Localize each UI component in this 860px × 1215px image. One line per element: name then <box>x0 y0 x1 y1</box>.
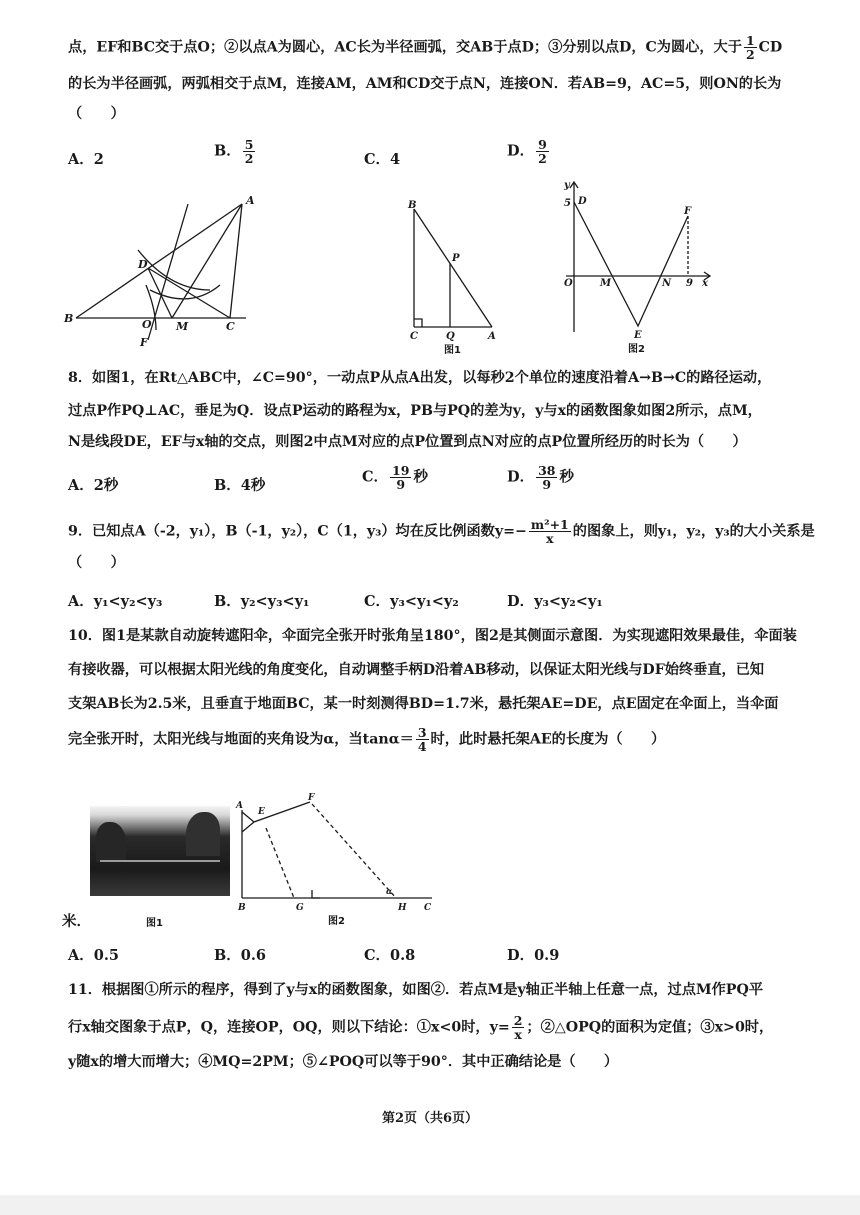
q10-line-4: 完全张开时，太阳光线与地面的夹角设为α，当tanα＝ $\frac{3}{4}$ 时，此时悬托架AE的长度为（ ） <box>68 725 666 754</box>
svg-text:x: x <box>702 278 708 289</box>
q7-line-2: 的长为半径画弧，两弧相交于点M，连接AM，AM和CD交于点N，连接ON．若AB=9，AC=5，则ON的长为 <box>68 76 782 92</box>
q7-option-b: B． $\frac{5}{2}$ <box>214 137 254 166</box>
svg-text:A: A <box>488 331 496 342</box>
svg-text:B: B <box>408 200 417 211</box>
q9-option-a: A．y₁<y₂<y₃ <box>68 593 163 610</box>
q10-support-de <box>242 822 254 832</box>
q10-line-1: 10．图1是某款自动旋转遮阳伞，伞面完全张开时张角呈180°，图2是其侧面示意图．为实现遮阳效果最佳，伞面装 <box>68 628 797 644</box>
q10-line-3: 支架AB长为2.5米，且垂直于地面BC，某一时刻测得BD=1.7米，悬托架AE=DE，点E固定在伞面上，当伞面 <box>68 696 779 712</box>
q8-figure-2-graph <box>552 172 722 360</box>
q7-label-f: F <box>140 336 148 349</box>
q10-support-ae <box>242 812 254 822</box>
q7-label-m: M <box>176 320 189 333</box>
q9-option-b: B．y₂<y₃<y₁ <box>214 593 310 610</box>
q7-fraction: $\frac{1}{2}$ <box>745 33 755 62</box>
svg-text:C: C <box>410 331 418 342</box>
page-footer: 第2页（共6页） <box>381 1111 479 1126</box>
svg-text:E: E <box>258 807 265 817</box>
q8-option-b: B．4秒 <box>214 477 266 494</box>
q11-line-2: 行x轴交图象于点P，Q，连接OP，OQ，则以下结论：①x<0时，y= $\frac{2}{x}$ ；②△OPQ的面积为定值；③x>0时， <box>68 1013 774 1042</box>
svg-text:P: P <box>452 253 460 264</box>
q7-option-a: A．2 <box>68 151 104 168</box>
q8-figure-1 <box>400 195 510 360</box>
svg-text:E: E <box>634 330 642 341</box>
svg-text:N: N <box>662 278 672 289</box>
q10-sunray-2 <box>312 804 396 898</box>
q7-line-3: （ ） <box>68 106 125 122</box>
q11-fraction: $\frac{2}{x}$ <box>513 1013 523 1042</box>
svg-text:A: A <box>236 801 243 811</box>
q9-option-c: C．y₃<y₁<y₂ <box>364 593 459 610</box>
q10-line-2: 有接收器，可以根据太阳光线的角度变化，自动调整手柄D沿着AB移动，以保证太阳光线与DF始终垂直，已知 <box>68 662 765 678</box>
svg-text:F: F <box>308 793 315 803</box>
svg-text:D: D <box>578 196 587 207</box>
q7-label-b: B <box>64 312 74 325</box>
q10-option-b: B．0.6 <box>214 947 266 964</box>
svg-text:y: y <box>564 180 570 191</box>
q8-fig2-caption: 图2 <box>628 344 645 355</box>
svg-text:H: H <box>398 903 407 913</box>
q10-sunray-1 <box>266 828 294 898</box>
q7-label-a: A <box>246 194 255 207</box>
q8-option-d: D． $\frac{38}{9}$ 秒 <box>507 463 574 492</box>
q8-fig1-caption: 图1 <box>444 345 461 356</box>
q10-option-a: A．0.5 <box>68 947 119 964</box>
q10-option-c: C．0.8 <box>364 947 416 964</box>
svg-text:9: 9 <box>686 278 693 289</box>
q8-fig1-right-angle <box>414 319 422 327</box>
q10-option-d: D．0.9 <box>507 947 560 964</box>
q11-line-3: y随x的增大而增大；④MQ=2PM；⑤∠POQ可以等于90°．其中正确结论是（ ） <box>68 1054 619 1070</box>
svg-text:G: G <box>296 903 304 913</box>
q10-fraction: $\frac{3}{4}$ <box>417 725 427 754</box>
q10-fig2-caption: 图2 <box>328 916 345 927</box>
q9-line-1: 9．已知点A（-2，y₁），B（-1，y₂），C（1，y₃）均在反比例函数y=− $\frac{\text{m²+1}}{x}$ 的图象上，则y₁，y₂，y₃的大小关系是 <box>68 517 815 546</box>
svg-text:C: C <box>424 903 432 913</box>
svg-text:α: α <box>386 886 393 896</box>
svg-text:O: O <box>564 278 573 289</box>
q11-line-1: 11．根据图①所示的程序，得到了y与x的函数图象，如图②．若点M是y轴正半轴上任意一点，过点M作PQ平 <box>68 982 764 998</box>
q8-graph-line <box>574 202 688 326</box>
q10-figure-2 <box>232 790 442 932</box>
q10-fig1-caption: 图1 <box>146 918 163 929</box>
umbrella-photo <box>90 806 230 896</box>
svg-text:5: 5 <box>564 198 571 209</box>
scan-bottom-edge <box>0 1195 860 1215</box>
q10-unit-word: 米． <box>62 913 91 930</box>
q9-line-2: （ ） <box>68 555 125 571</box>
svg-text:Q: Q <box>446 331 455 342</box>
q7-triangle-figure <box>60 190 260 350</box>
q8-fig1-ab <box>414 209 492 327</box>
q7-label-c: C <box>226 320 235 333</box>
q9-fraction: $\frac{\text{m²+1}}{x}$ <box>530 517 569 546</box>
q8-option-c: C． $\frac{19}{9}$ 秒 <box>362 463 428 492</box>
q7-line-1: 点，EF和BC交于点O；②以点A为圆心，AC长为半径画弧，交AB于点D；③分别以点D，C为圆心，大于 $\frac{1}{2}$ CD <box>68 33 783 62</box>
q7-label-o: O <box>142 318 152 331</box>
q8-option-a: A．2秒 <box>68 477 119 494</box>
q9-option-d: D．y₃<y₂<y₁ <box>507 593 603 610</box>
q7-line-1-text: 点，EF和BC交于点O；②以点A为圆心，AC长为半径画弧，交AB于点D；③分别以点D，C为圆心，大于 <box>68 39 742 56</box>
q7-label-d: D <box>138 258 148 271</box>
q10-right-angle <box>312 890 320 898</box>
svg-text:F: F <box>684 206 692 217</box>
svg-text:M: M <box>600 278 612 289</box>
q7-option-c: C．4 <box>364 151 401 168</box>
q8-line-3: N是线段DE，EF与x轴的交点，则图2中点M对应的点P位置到点N对应的点P位置所经历的时长为（ ） <box>68 434 747 450</box>
svg-text:B: B <box>238 903 246 913</box>
q8-line-1: 8．如图1，在Rt△ABC中，∠C=90°，一动点P从点A出发，以每秒2个单位的速度沿着A→B→C的路径运动， <box>68 370 772 386</box>
q8-line-2: 过点P作PQ⊥AC，垂足为Q．设点P运动的路程为x，PB与PQ的差为y，y与x的函数图象如图2所示，点M， <box>68 403 762 419</box>
q7-option-d: D． $\frac{9}{2}$ <box>507 137 547 166</box>
